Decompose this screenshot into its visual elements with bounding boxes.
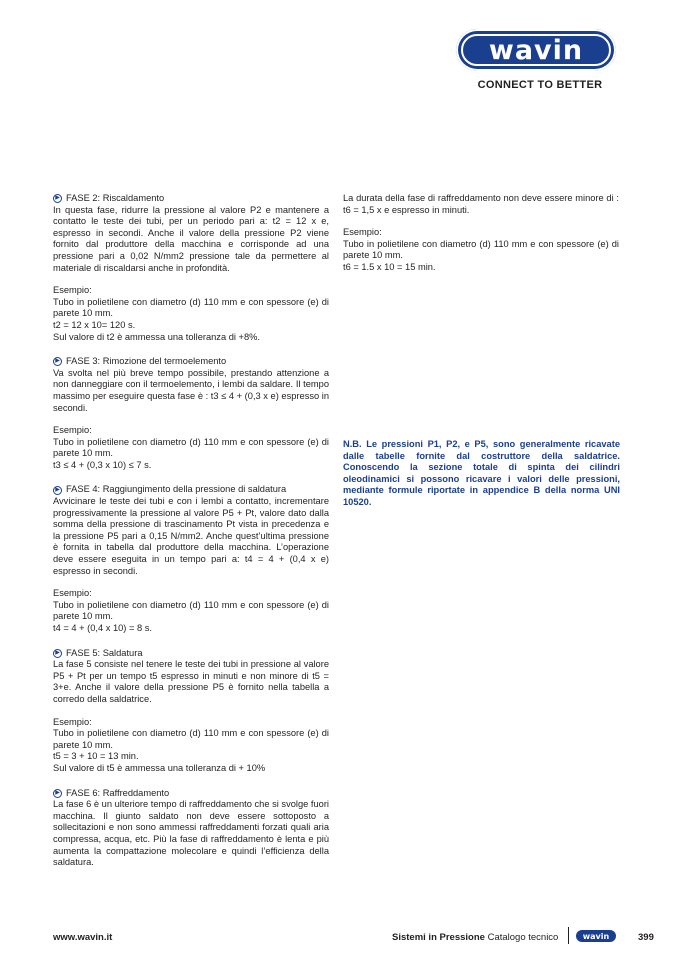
footer-wavin-logo: wavin bbox=[576, 930, 616, 942]
example-line: Tubo in polietilene con diametro (d) 110 mm e con spessore (e) di parete 10 mm. bbox=[53, 436, 329, 459]
fase3-body: Va svolta nel più breve tempo possibile, prestando attenzione a non danneggiare con il termoelemento, i lembi da saldare. Il tempo massimo per eseguire questa fase è : t3 ≤ 4 + (0,3 x e) espresso in secondi. bbox=[53, 367, 329, 413]
arrow-circle-icon: ▶ bbox=[53, 789, 62, 798]
example-label: Esempio: bbox=[53, 285, 92, 296]
nb-note: N.B. Le pressioni P1, P2, e P5, sono generalmente ricavate dalle tabelle fornite dal costruttore della saldatrice. Conoscendo la sezione totale di spinta dei cilindri oleodinamici si possono ricavare i valori delle pressioni, mediante formule riportate in appendice B della norma UNI 10520. bbox=[343, 439, 620, 507]
example-label: Esempio: bbox=[343, 227, 382, 238]
right-column bbox=[343, 193, 619, 274]
example-tolerance: Sul valore di t2 è ammessa una tolleranza di +8%. bbox=[53, 331, 260, 342]
fase6-body: La fase 6 è un ulteriore tempo di raffreddamento che si svolge fuori macchina. Il giunto saldato non deve essere sottoposto a sollecitazioni e non sono ammessi raffreddamenti forzati quali aria compressa, acqua, etc. Più la fase di raffreddamento è lenta e più aumenta la compattazione molecolare e quindi l’efficienza della saldatura. bbox=[53, 799, 329, 868]
fase4-body: Avvicinare le teste dei tubi e con i lembi a contatto, incrementare progressivamente la pressione al valore P5 + Pt, valore dato dalla somma della pressione di trascinamento Pt vista in precedenza e la pressione P5 pari a 0,15 N/mm2. Anche quest’ultima pressione è fornita in tabella dal produttore della macchina. L’operazione deve essere eseguita in un tempo pari a: t4 = 4 + (0,4 x e) espresso in secondi. bbox=[53, 496, 329, 576]
fase3-title: FASE 3: Rimozione del termoelemento bbox=[66, 356, 227, 367]
fase5-section bbox=[53, 648, 329, 775]
fase3-heading bbox=[53, 356, 329, 368]
example-label: Esempio: bbox=[53, 716, 92, 727]
arrow-circle-icon: ▶ bbox=[53, 486, 62, 495]
example-formula: t6 = 1.5 x 10 = 15 min. bbox=[343, 261, 436, 272]
example-formula: t5 = 3 + 10 = 13 min. bbox=[53, 751, 139, 762]
fase4-title: FASE 4: Raggiungimento della pressione di saldatura bbox=[66, 484, 287, 495]
fase5-title: FASE 5: Saldatura bbox=[66, 647, 143, 658]
footer-catalog-title bbox=[392, 932, 558, 943]
tagline: CONNECT TO BETTER bbox=[477, 79, 603, 91]
example-line: Tubo in polietilene con diametro (d) 110 mm e con spessore (e) di parete 10 mm. bbox=[53, 599, 329, 622]
footer-divider bbox=[568, 927, 569, 944]
arrow-circle-icon: ▶ bbox=[53, 194, 62, 203]
example-line: Tubo in polietilene con diametro (d) 110 mm e con spessore (e) di parete 10 mm. bbox=[53, 296, 329, 319]
example-formula: t2 = 12 x 10= 120 s. bbox=[53, 319, 136, 330]
fase6-title: FASE 6: Raffreddamento bbox=[66, 787, 170, 798]
footer-url[interactable]: www.wavin.it bbox=[53, 932, 113, 943]
fase2-title: FASE 2: Riscaldamento bbox=[66, 193, 165, 203]
fase5-heading bbox=[53, 648, 329, 660]
arrow-circle-icon: ▶ bbox=[53, 649, 62, 658]
fase3-section bbox=[53, 356, 329, 471]
footer-title-bold: Sistemi in Pressione bbox=[392, 932, 485, 943]
footer-title-rest: Catalogo tecnico bbox=[484, 932, 559, 943]
fase4-section bbox=[53, 484, 329, 634]
fase6-heading bbox=[53, 788, 329, 800]
example-label: Esempio: bbox=[53, 425, 92, 436]
wavin-logo bbox=[456, 29, 616, 71]
fase6-duration: La durata della fase di raffreddamento non deve essere minore di : t6 = 1,5 x e espresso in minuti. bbox=[343, 193, 619, 215]
fase6-section bbox=[53, 788, 329, 869]
example-label: Esempio: bbox=[53, 588, 92, 599]
example-tolerance: Sul valore di t5 è ammessa una tolleranza di + 10% bbox=[53, 762, 266, 773]
fase2-body: In questa fase, ridurre la pressione al valore P2 e mantenere a contatto le teste dei tubi, per un periodo pari a: t2 = 12 x e, espresso in secondi. Anche il valore della pressione P2 viene fornito dal produttore della macchina e corrisponde ad una pressione pari a 0,02 N/mm2 pressione tale da permettere al materiale di riscaldarsi anche in profondità. bbox=[53, 204, 329, 273]
fase4-heading bbox=[53, 484, 329, 496]
fase5-body: La fase 5 consiste nel tenere le teste dei tubi in pressione al valore P5 + Pt per un tempo t5 espresso in minuti e non minore di t5 = 3+e. Anche il valore della pressione P5 è fornito nella tabella a corredo della saldatrice. bbox=[53, 659, 329, 704]
fase2-heading bbox=[53, 193, 329, 205]
wavin-logo-text: wavin bbox=[461, 34, 611, 66]
page-number: 399 bbox=[638, 932, 654, 943]
example-formula: t4 = 4 + (0,4 x 10) = 8 s. bbox=[53, 623, 152, 633]
example-line: Tubo in polietilene con diametro (d) 110 mm e con spessore (e) di parete 10 mm. bbox=[343, 238, 619, 261]
left-column bbox=[53, 193, 329, 882]
arrow-circle-icon: ▶ bbox=[53, 357, 62, 366]
example-formula: t3 ≤ 4 + (0,3 x 10) ≤ 7 s. bbox=[53, 459, 152, 470]
example-line: Tubo in polietilene con diametro (d) 110 mm e con spessore (e) di parete 10 mm. bbox=[53, 728, 329, 750]
fase2-section bbox=[53, 193, 329, 343]
